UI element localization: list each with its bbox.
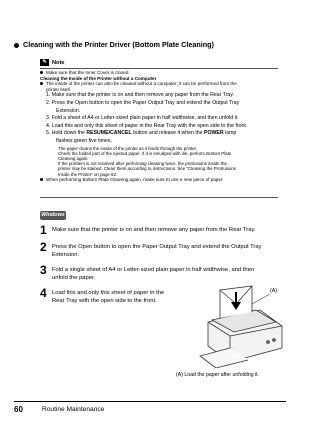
note-line: The inside of the printer can also be cleaned without a computer; it can be performed from the [40, 81, 285, 87]
note-line: When performing Bottom Plate Cleaning again, make sure to use a new piece of paper. [40, 177, 285, 183]
footer-rule [14, 401, 286, 402]
printer-illustration [190, 282, 290, 368]
section-heading: Cleaning with the Printer Driver (Bottom Plate Cleaning) [14, 40, 214, 49]
step-3: 3 Fold a single sheet of A4 or Letter-sized plain paper in half widthwise, and then unfold the paper. [40, 263, 255, 281]
step-1: 1 Make sure that the printer is on and then remove any paper from the Rear Tray. [40, 223, 256, 237]
step-2: 2 Press the Open button to open the Paper Output Tray and extend the Output Tray Extension. [40, 240, 262, 258]
note-step: 1. Make sure that the printer is on and then remove any paper from the Rear Tray. [46, 92, 234, 99]
note-icon: ✎ [40, 59, 49, 66]
note-body [40, 70, 285, 182]
footer-title: Routine Maintenance [42, 406, 105, 413]
note-label: ✎ Note [40, 59, 64, 66]
note-line: Make sure that the Inner Cover is closed. [40, 70, 285, 76]
note-line: printer itself. [46, 86, 72, 92]
bullet-icon [40, 82, 43, 85]
note-step: 3. Fold a sheet of A4 or Letter-sized plain paper in half widthwise, and then unfold it. [46, 115, 239, 122]
bullet-icon [40, 71, 43, 74]
bullet-icon [14, 43, 19, 48]
bullet-icon [40, 178, 43, 181]
note-steps [40, 92, 285, 145]
windows-badge: Windows [41, 212, 65, 218]
label-leader-line [250, 292, 274, 306]
note-subheading: Cleaning the Inside of the Printer without a Computer [40, 75, 157, 81]
note-step: flashes green five times. [56, 137, 112, 144]
page-number: 60 [14, 405, 23, 414]
figure-caption: (A) Load the paper after unfolding it. [176, 372, 260, 378]
note-bottom-rule [40, 197, 278, 198]
figure-label-a: (A) [270, 288, 278, 294]
note-subtext: The paper cleans the inside of the printer as it feeds through the printer. Check the folded part of the ejected paper. If it is smudged with ink, perform Bottom Plate Cleaning again. If the problem is not resolved after performing cleaning twice, the protrusions inside the printer may be stained. Clean them according to instructions. See "Cleaning the Protrusions Inside the Printer" on page 62. [58, 145, 237, 177]
step-4: 4 Load this and only this sheet of paper in the Rear Tray with the open side to the front. [40, 286, 165, 304]
note-step: 2. Press the Open button to open the Paper Output Tray and extend the Output Tray [46, 99, 240, 106]
note-top-rule [40, 68, 278, 69]
note-step: 5. Hold down the RESUME/CANCEL button and release it when the POWER lamp [46, 130, 237, 137]
note-step: 4. Load this and only this sheet of paper in the Rear Tray with the open side to the front. [46, 122, 248, 129]
note-step: Extension. [56, 107, 81, 114]
